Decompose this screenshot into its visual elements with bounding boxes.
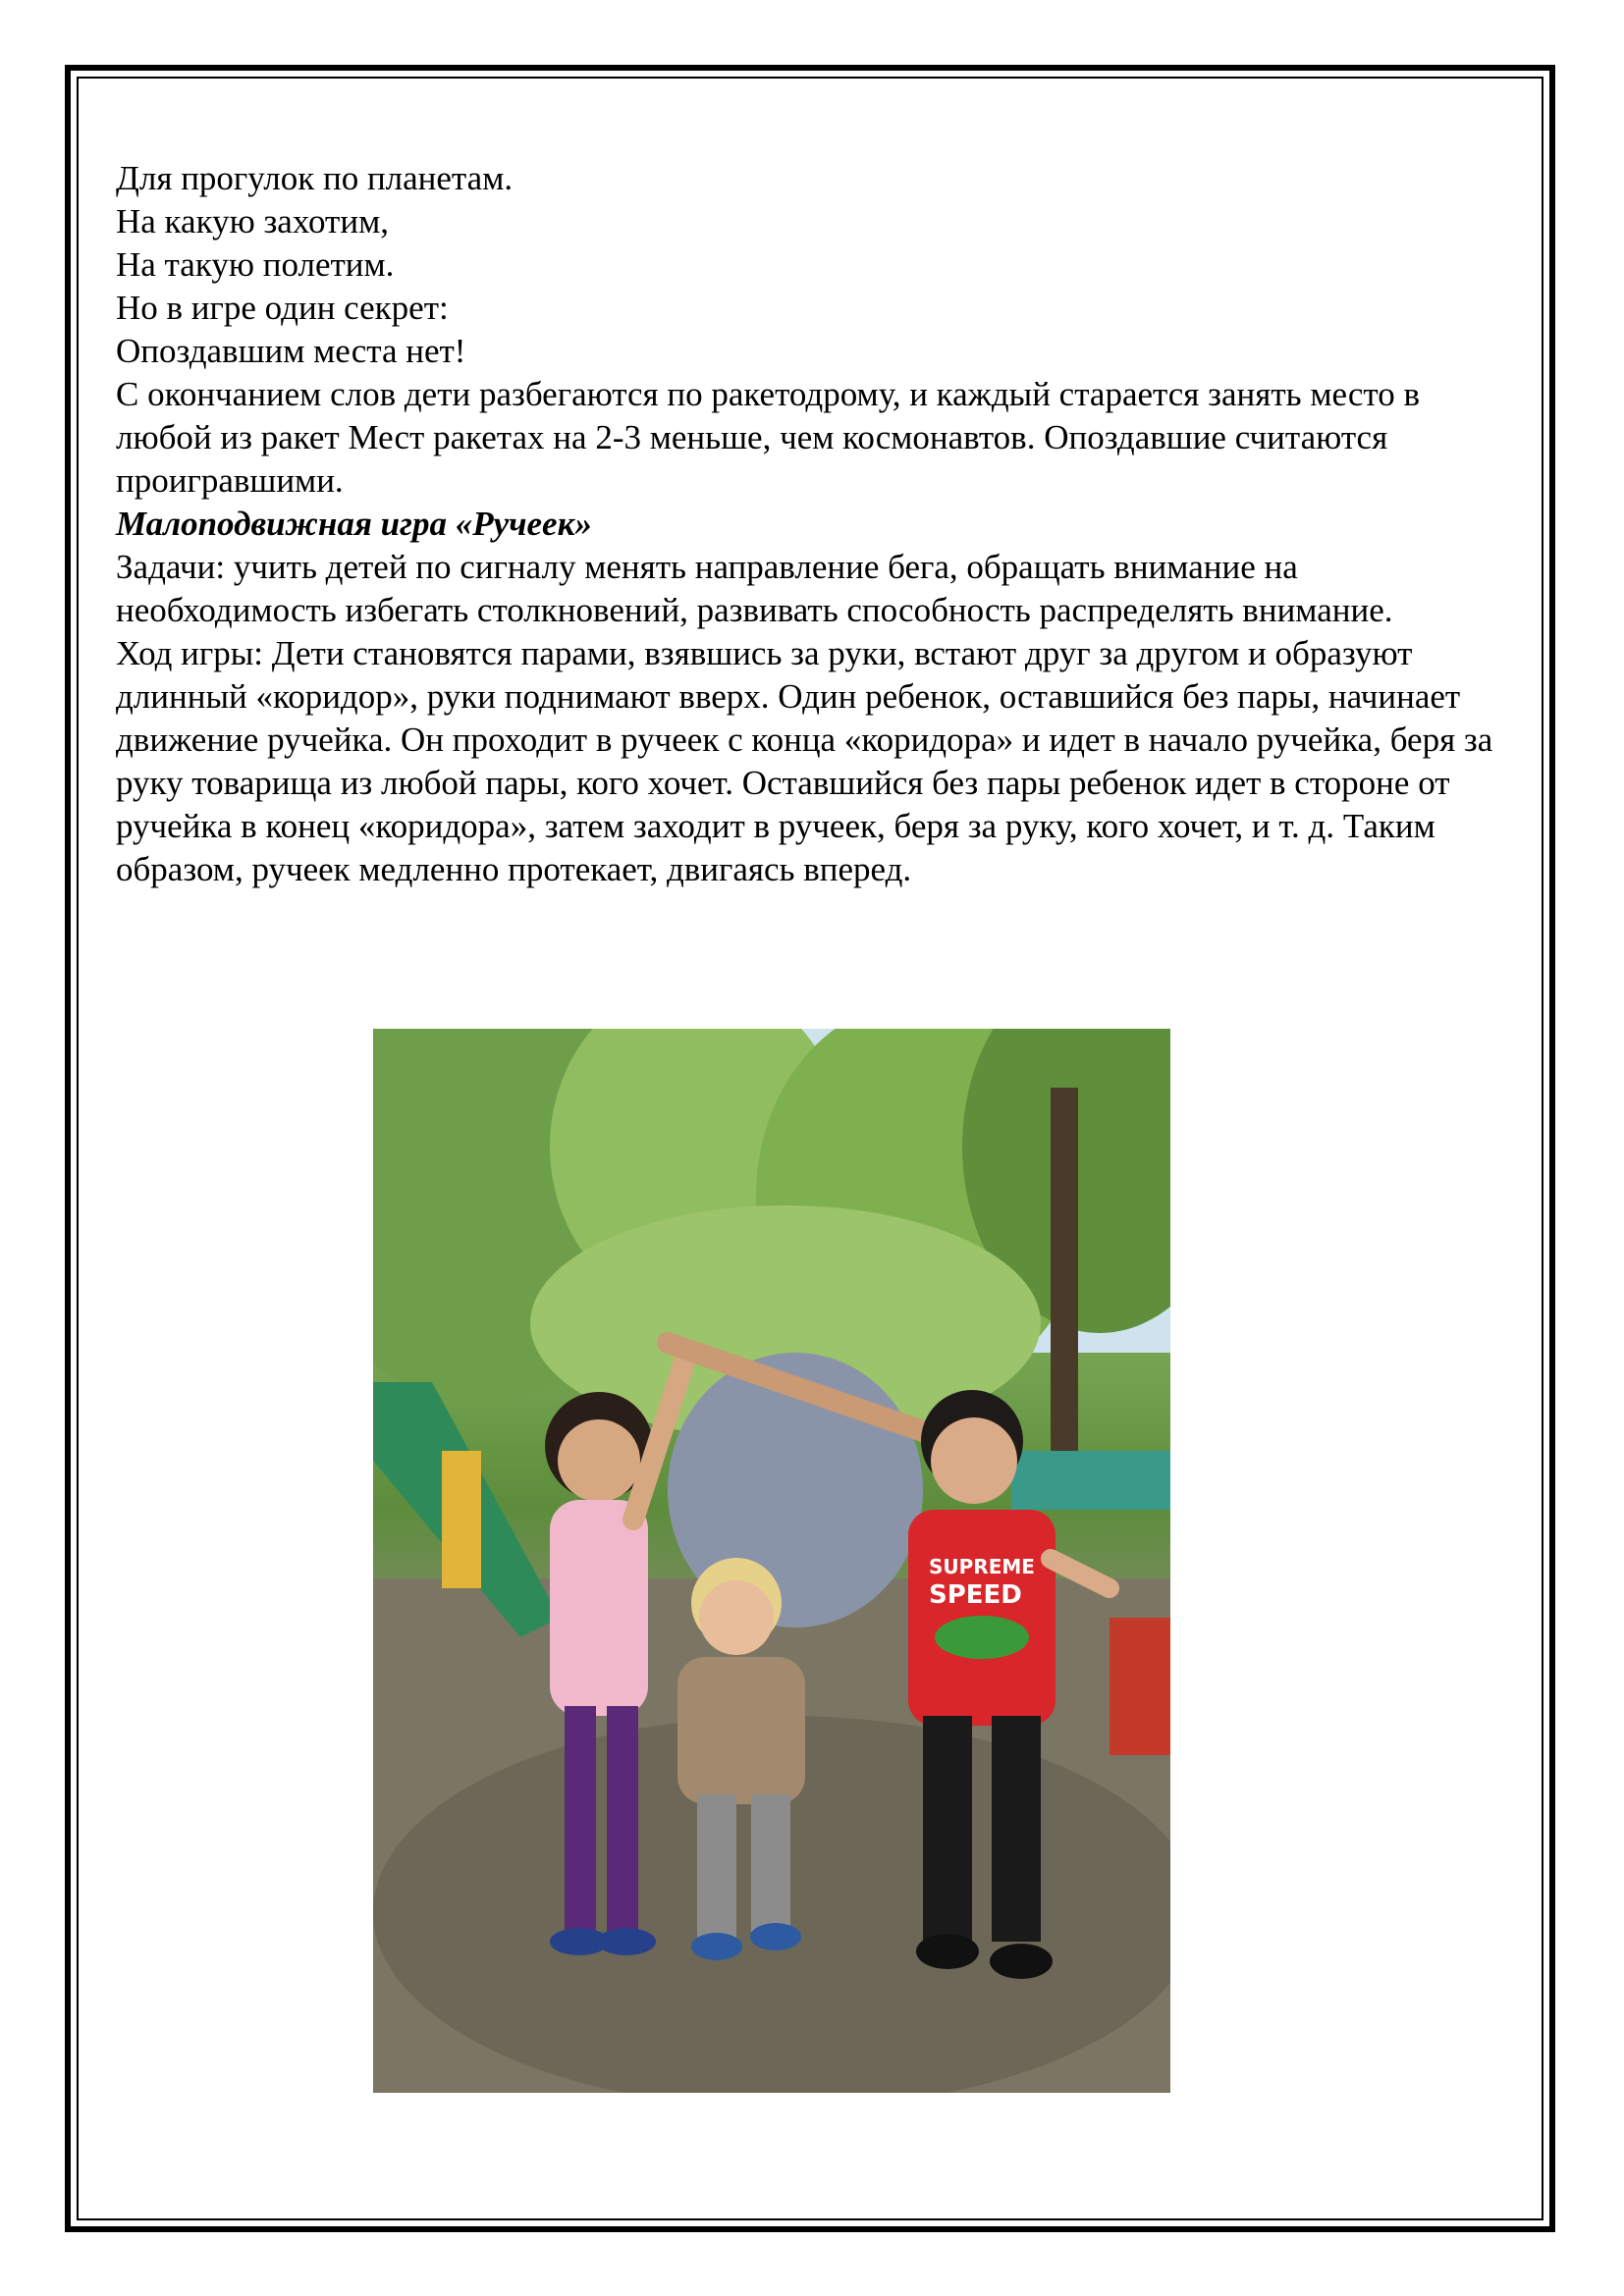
girl-shirt bbox=[550, 1500, 648, 1716]
bench bbox=[1011, 1451, 1170, 1510]
red-shirt-boy-leg bbox=[992, 1716, 1041, 1942]
girl-leg bbox=[607, 1706, 638, 1932]
poem-line: Опоздавшим места нет! bbox=[116, 332, 466, 370]
poem-line: На какую захотим, bbox=[116, 202, 389, 240]
tree-trunk bbox=[1051, 1088, 1078, 1500]
poem-line: На такую полетим. bbox=[116, 245, 395, 284]
red-shirt-boy-leg bbox=[923, 1716, 972, 1942]
children-playing-photo bbox=[373, 1029, 1170, 2093]
boy-leg bbox=[697, 1794, 736, 1942]
red-shirt-boy-shoe bbox=[990, 1944, 1053, 1979]
poem-line: Но в игре один секрет: bbox=[116, 289, 449, 327]
sandbox bbox=[1110, 1618, 1170, 1755]
red-shirt-boy-shoe bbox=[916, 1934, 979, 1969]
rules-paragraph: С окончанием слов дети разбегаются по ракетодрому, и каждый старается занять место в любой из ракет Мест ракетах на 2-3 меньше, чем космонавтов. Опоздавшие считаются проигравшими. bbox=[116, 375, 1421, 500]
shirt-print-bottom: SPEED bbox=[929, 1580, 1022, 1610]
boy-leg bbox=[751, 1794, 790, 1932]
game-tasks-paragraph: Задачи: учить детей по сигналу менять направление бега, обращать внимание на необходимость избегать столкновений, развивать способность распределять внимание. bbox=[116, 548, 1393, 629]
boy-shoe bbox=[750, 1923, 801, 1950]
playground-post bbox=[442, 1451, 481, 1588]
girl-leg bbox=[565, 1706, 596, 1932]
photo-illustration bbox=[373, 1029, 1170, 2093]
boy-shoe bbox=[691, 1933, 742, 1960]
red-shirt-boy-face bbox=[931, 1417, 1017, 1504]
girl-shoe bbox=[597, 1928, 656, 1955]
game-heading: Малоподвижная игра «Ручеек» bbox=[116, 505, 592, 543]
poem-line: Для прогулок по планетам. bbox=[116, 159, 514, 197]
game-procedure-paragraph: Ход игры: Дети становятся парами, взявшись за руки, встают друг за другом и образуют длинный «коридор», руки поднимают вверх. Один ребенок, оставшийся без пары, начинает движение ручейка. Он проходит в ручеек с конца «коридора» и идет в начало ручейка, беря за руку товарища из любой пары, кого хочет. Оставшийся без пары ребенок идет в стороне от ручейка в конец «коридора», затем заходит в ручеек, беря за руку, кого хочет, и т. д. Таким образом, ручеек медленно протекает, двигаясь вперед. bbox=[116, 634, 1493, 888]
boy-tshirt bbox=[677, 1657, 805, 1804]
girl-face bbox=[558, 1419, 640, 1502]
shirt-car-graphic bbox=[935, 1616, 1029, 1659]
boy-face bbox=[699, 1580, 774, 1655]
shirt-print-top: SUPREME bbox=[929, 1555, 1035, 1578]
document-body bbox=[116, 157, 1510, 891]
